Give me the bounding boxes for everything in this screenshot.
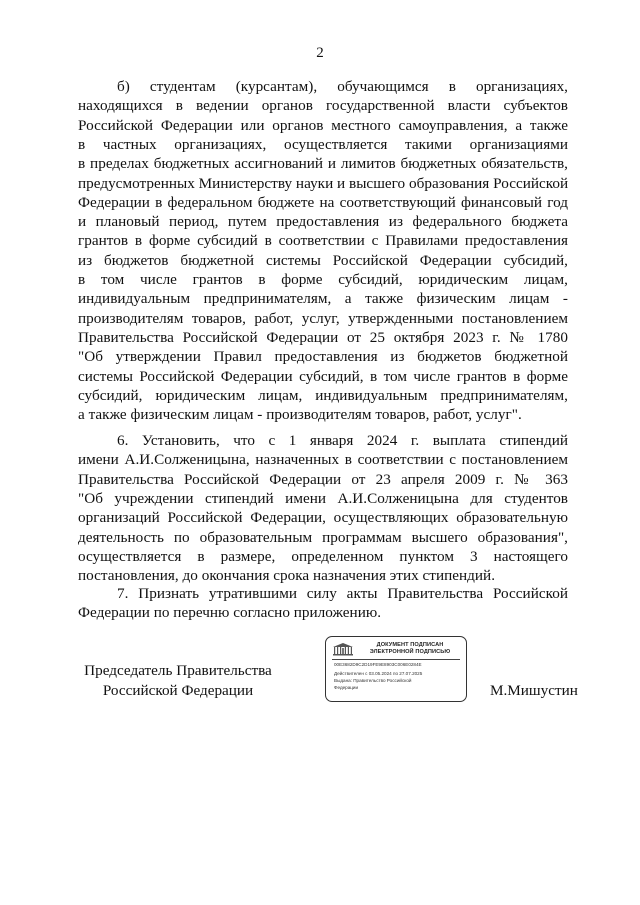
- paragraph-line: деятельность по образовательным программам высшего образования",: [78, 528, 568, 546]
- stamp-title-line-1: ДОКУМЕНТ ПОДПИСАН: [376, 642, 444, 648]
- signer-name: М.Мишустин: [490, 682, 578, 699]
- paragraph-line: предусмотренных Министерству науки и высшего образования Российской: [78, 174, 569, 192]
- electronic-signature-stamp: [325, 636, 467, 702]
- paragraph-line: и плановый период, путем предоставления из федерального бюджета: [78, 213, 568, 231]
- paragraph-line: Федерации по перечню согласно приложению.: [78, 604, 382, 622]
- paragraph-line: организаций Российской Федерации, осуществляющих образовательную: [78, 509, 568, 527]
- paragraph-line: в пределах бюджетных ассигнований и лимитов бюджетных обязательств,: [78, 155, 568, 173]
- paragraph-line: Российской Федерации или органов местного самоуправления, а также: [78, 116, 568, 134]
- stamp-title-line-2: ЭЛЕКТРОННОЙ ПОДПИСЬЮ: [369, 649, 451, 655]
- paragraph-line: Федерации в федеральном бюджете на соответствующий финансовый год: [78, 193, 568, 211]
- paragraph-line: а также физическим лицам - производителям товаров, работ, услуг".: [78, 406, 522, 424]
- stamp-issued-to-line-2: Федерации: [334, 685, 359, 690]
- paragraph-line: 6. Установить, что с 1 января 2024 г. выплата стипендий: [117, 432, 568, 449]
- signer-position: [78, 661, 278, 701]
- paragraph-line: б) студентам (курсантам), обучающимся в организациях,: [117, 78, 568, 95]
- paragraph-line: в том числе грантов в форме субсидий, юридическим лицам,: [78, 271, 568, 288]
- paragraph-line: Правительства Российской Федерации от 23 апреля 2009 г. № 363: [78, 470, 568, 488]
- paragraph-line: индивидуальным предпринимателям, а также физическим лицам -: [78, 290, 568, 308]
- paragraph-line: находящихся в ведении органов государственной власти субъектов: [78, 97, 568, 115]
- signer-position-line-2: Российской Федерации: [102, 682, 254, 699]
- stamp-validity: Действителен с 03.05.2024 по 27.07.2025: [334, 671, 423, 676]
- signer-position-line-1: Председатель Правительства: [84, 662, 272, 679]
- paragraph-line: 7. Признать утратившими силу акты Правительства Российской: [117, 585, 568, 602]
- stamp-certificate: 00E3682D9C2D19FE9E8903C006E0284E: [334, 662, 422, 667]
- paragraph-line: осуществляется в размере, определенном пунктом 3 настоящего: [78, 547, 568, 565]
- paragraph-line: "Об учреждении стипендий имени А.И.Солженицына для студентов: [78, 489, 568, 507]
- coat-of-arms-icon: [332, 642, 354, 657]
- paragraph-line: в частных организациях, осуществляется такими организациями: [78, 135, 568, 153]
- paragraph-line: грантов в форме субсидий в соответствии с Правилами предоставления: [78, 232, 568, 250]
- paragraph-line: системы Российской Федерации субсидий, в том числе грантов в форме: [78, 367, 568, 385]
- stamp-title: [356, 642, 464, 656]
- page-number: 2: [316, 45, 324, 61]
- paragraph-line: из бюджетов бюджетной системы Российской Федерации субсидий,: [78, 251, 568, 269]
- paragraph-line: производителям товаров, работ, услуг, утвержденными постановлением: [78, 309, 568, 327]
- stamp-issued-to-line-1: Выдана: Правительство Российской: [334, 678, 412, 683]
- paragraph-line: субсидий, юридическим лицам, индивидуальным предпринимателям,: [78, 386, 568, 404]
- paragraph-line: имени А.И.Солженицына, назначенных в соответствии с постановлением: [78, 451, 568, 469]
- stamp-divider: [332, 659, 460, 660]
- paragraph-line: Правительства Российской Федерации от 25 октября 2023 г. № 1780: [78, 328, 568, 346]
- paragraph-line: "Об утверждении Правил предоставления из бюджетов бюджетной: [78, 348, 568, 366]
- paragraph-line: постановления, до окончания срока назначения этих стипендий.: [78, 567, 496, 585]
